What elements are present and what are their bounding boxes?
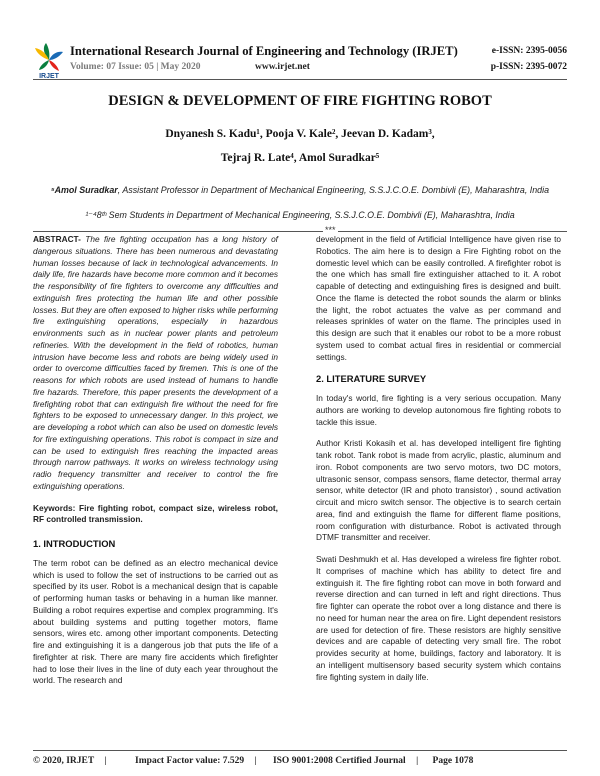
volume-issue: Volume: 07 Issue: 05 | May 2020 bbox=[70, 62, 201, 72]
keywords: Keywords: Fire fighting robot, compact size, wireless robot, RF controlled transmission. bbox=[33, 502, 278, 525]
introduction-text: The term robot can be defined as an electro mechanical device which is used to follow the set of instructions to be carried out as specified by its user. Robot is a mechanical design that is capable of performing human tasks or behaving in a human like manner. Building a robot requires expertise and complex programming. It's about building systems and putting together motors, flame sensors, wires etc. among other important components. Detecting fire and extinguishing it is a dangerous job that puts the life of a firefighter at risk. There are many fire accidents which firefighter had to lose their lives in the line of duty each year throughout the world. The research and bbox=[33, 557, 278, 686]
p-issn: p-ISSN: 2395-0072 bbox=[490, 62, 567, 72]
journal-title: International Research Journal of Engineering and Technology (IRJET) bbox=[70, 44, 458, 58]
right-column bbox=[316, 234, 561, 693]
affiliation-1-text: , Assistant Professor in Department of Mechanical Engineering, S.S.J.C.O.E. Dombivli (E), Maharashtra, India bbox=[117, 185, 550, 195]
affiliation-1 bbox=[40, 184, 560, 197]
introduction-continued: development in the field of Artificial Intelligence have given rise to Robotics. The aim here is to design a Fire Fighting robot on the domestic level which can be easily controlled. A firefighter robot is the one which has small fire extinguisher attached to it. A robot capable of detecting and extinguishing fires is designed and built. Once the flame is detected the robot sounds the alarm or blinks the light, the robot actuates the valve as per command and releases sprinkles of water on the flame. The principles used in this design are such that it enables our robot to be a more robust system used to combat actual fires in residential or commercial settings. bbox=[316, 234, 561, 362]
paper-title: DESIGN & DEVELOPMENT OF FIRE FIGHTING ROBOT bbox=[108, 93, 492, 109]
header-divider bbox=[33, 79, 567, 80]
journal-website: www.irjet.net bbox=[255, 62, 310, 72]
footer-divider bbox=[33, 750, 567, 751]
separator-stars: *** bbox=[325, 225, 336, 235]
footer-iso: ISO 9001:2008 Certified Journal bbox=[272, 756, 406, 766]
footer-separator: | bbox=[104, 756, 107, 766]
abstract-label: ABSTRACT- bbox=[33, 234, 81, 244]
literature-survey-heading: 2. LITERATURE SURVEY bbox=[316, 373, 427, 385]
footer-separator: | bbox=[254, 756, 257, 766]
literature-paragraph-3: Swati Deshmukh et al. Has developed a wireless fire fighter robot. It comprises of machine which has ability to detect fire and extinguish it. The fire fighting robot can move in both forward and reverse direction and can turned in left and right directions. Thus fire fighter can operate the robot over a long distance and there is no need for human near the area on fire. Light dependent resistors are used for detection of fire. These resistors are highly sensitive devices and are capable of detecting very small fire. The robot provides security at home, buildings, factory and laboratory. It is an intelligent multisensory based security system which contains fire fighting system in daily life. bbox=[316, 554, 561, 682]
introduction-heading: 1. INTRODUCTION bbox=[33, 538, 116, 549]
footer-copyright: © 2020, IRJET bbox=[33, 756, 95, 766]
e-issn: e-ISSN: 2395-0056 bbox=[491, 46, 567, 56]
journal-header bbox=[0, 0, 600, 84]
irjet-logo bbox=[32, 40, 66, 80]
affiliation-2: ¹⁻⁴8ᵗʰ Sem Students in Department of Mechanical Engineering, S.S.J.C.O.E. Dombivli (E), Maharashtra, India bbox=[85, 210, 515, 220]
footer-impact-factor: Impact Factor value: 7.529 bbox=[135, 756, 245, 766]
abstract-text: The fire fighting occupation has a long history of dangerous situations. There has been numerous and devastating human losses because of lack in technological advancements. In daily life, fire hazards have become more common and it becomes the responsibility of fire fighters to overcome any difficulties and extinguish fires protecting the human life and other possible losses. But they are often exposed to higher risks while performing fire extinguishing operations, especially in hazardous environments such as in nuclear power plants and petroleum refineries. With the development in the field of robotics, human intrusion have become less and robots are being widely used in order to overcome difficulties faced by firemen. This is one of the reasons for which robots are used instead of humans to handle fire hazards. Therefore, this paper presents the development of a firefighting robot that can extinguish fire without the need for fire fighters to be exposed to unnecessary danger. In this project, we are developing a robot which can also be used on domestic levels for fire extinguishing operations. This robot is compact in size and can be used to extinguish fires reaching the impacted areas through narrow pathways. It works on wireless technology using radio frequency transmitter and receiver to control the fire extinguishing operations. bbox=[33, 234, 278, 491]
authors-line-1: Dnyanesh S. Kadu¹, Pooja V. Kale², Jeevan D. Kadam³, bbox=[165, 128, 435, 140]
authors-line-2: Tejraj R. Late⁴, Amol Suradkar⁵ bbox=[220, 152, 380, 164]
abstract bbox=[33, 234, 278, 493]
footer-separator: | bbox=[416, 756, 419, 766]
page-footer bbox=[33, 756, 567, 766]
footer-page-number: Page 1078 bbox=[432, 756, 474, 766]
affiliation-1-name: ⁵Amol Suradkar bbox=[50, 185, 118, 195]
literature-paragraph-1: In today's world, fire fighting is a very serious occupation. Many authors are working to develop autonomous fire fighting robots to tackle this issue. bbox=[316, 393, 561, 427]
left-column bbox=[33, 234, 278, 697]
logo-text: IRJET bbox=[39, 73, 59, 80]
literature-paragraph-2: Author Kristi Kokasih et al. has developed intelligent fire fighting tank robot. Tank robot is made from acrylic, plastic, aluminum and iron. Robot components are two servo motors, two DC motors, ultrasonic sensor, compass sensors, flame detector, thermal array sensor, white detector (IR and photo transistor) , sound activation circuit and micro switch sensor. The objective is to search certain area, find and extinguish the flame for different flame positions, room configuration with disturbance. Robot is activated through DTMF transmitter and receiver. bbox=[316, 438, 561, 543]
